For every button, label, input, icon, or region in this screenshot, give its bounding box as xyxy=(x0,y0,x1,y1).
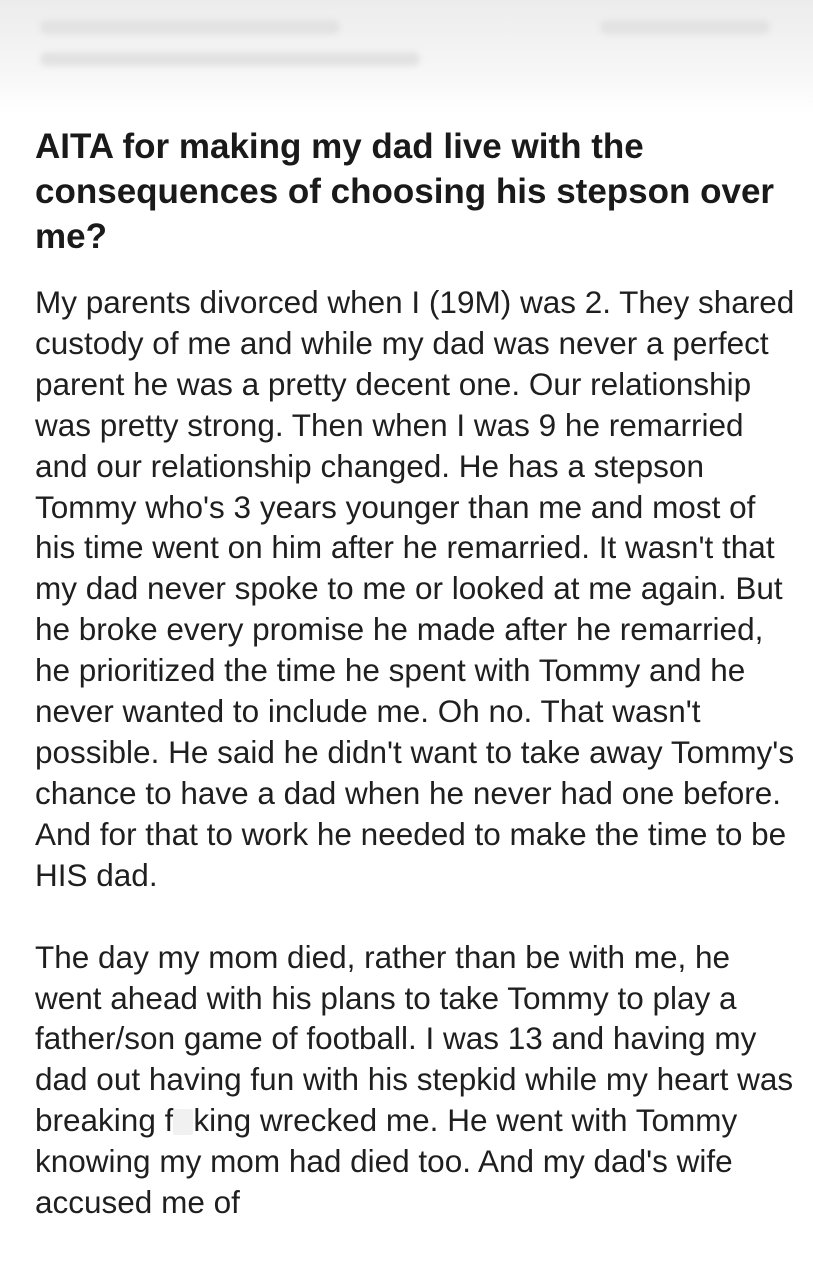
blurred-header xyxy=(0,0,813,115)
post-paragraph xyxy=(35,937,795,1223)
censor-mark xyxy=(173,1109,193,1135)
blurred-header-line xyxy=(40,52,420,66)
blurred-header-line xyxy=(600,20,770,34)
blurred-header-line xyxy=(40,20,340,34)
post-body xyxy=(35,282,795,1223)
post-title: AITA for making my dad live with the consequences of choosing his stepson over me? xyxy=(35,127,775,256)
paragraph-text: The day my mom died, rather than be with me, he went ahead with his plans to take Tommy to play a father/son game of football. I was 13 and having my dad out having fun with his stepkid while my heart was breaking f xyxy=(35,938,794,1139)
post-paragraph: My parents divorced when I (19M) was 2. They shared custody of me and while my dad was never a perfect parent he was a pretty decent one. Our relationship was pretty strong. Then when I was 9 he remarried and our relationship changed. He has a stepson Tommy who's 3 years younger than me and most of his time went on him after he remarried. It wasn't that my dad never spoke to me or looked at me again. But he broke every promise he made after he remarried, he prioritized the time he spent with Tommy and he never wanted to include me. Oh no. That wasn't possible. He said he didn't want to take away Tommy's chance to have a dad when he never had one before. And for that to work he needed to make the time to be HIS dad. xyxy=(35,284,795,893)
paragraph-text: king wrecked me. He went with Tommy knowing my mom had died too. And my dad's wife accused me of xyxy=(35,1102,738,1221)
